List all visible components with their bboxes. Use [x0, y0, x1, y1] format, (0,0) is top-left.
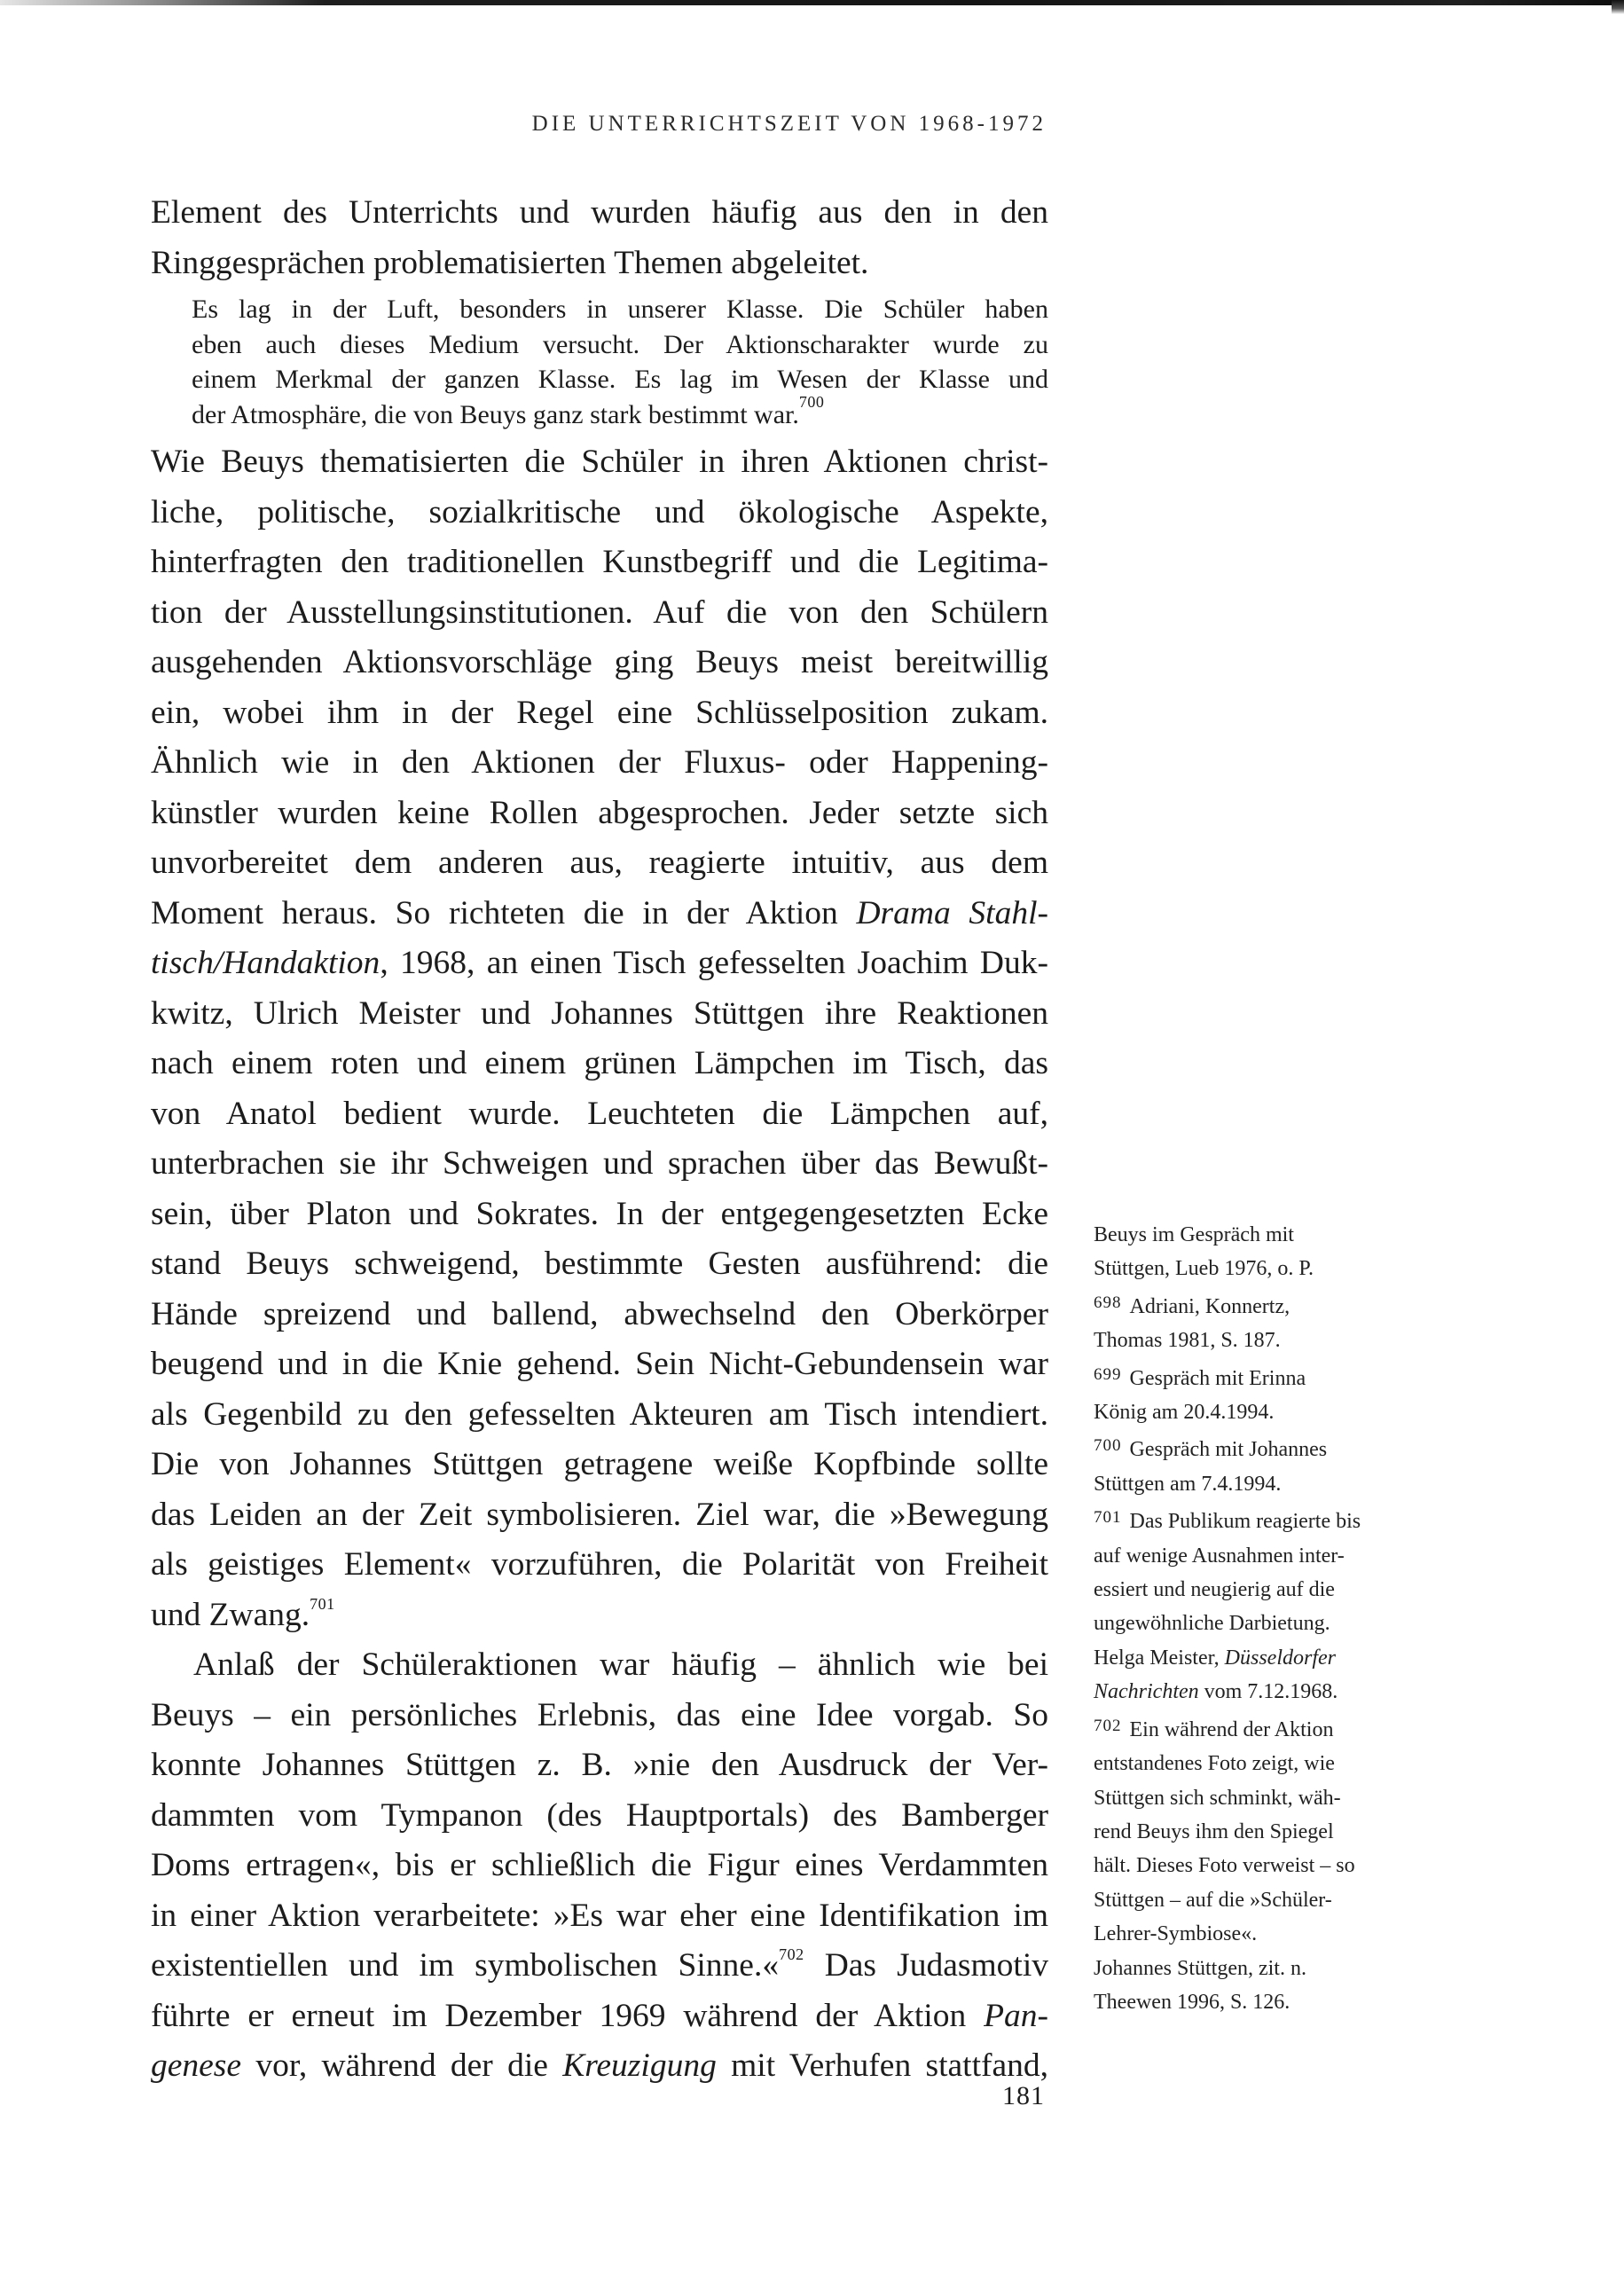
caption-line: Stüttgen, Lueb 1976, o. P. [1094, 1257, 1314, 1281]
footnote-line: Stüttgen am 7.4.1994. [1094, 1472, 1282, 1496]
block-quote [192, 292, 1048, 432]
text-line: tion der Ausstellungsinstitutionen. Auf die von den Schülern [151, 593, 1048, 631]
footnote-line [1094, 1358, 1422, 1395]
footnote-line [1094, 1709, 1422, 1747]
page-number: 181 [1002, 2081, 1045, 2110]
footnote-701 [1094, 1501, 1422, 1709]
text-line: als Gegenbild zu den gefesselten Akteuren am Tisch intendiert. [151, 1395, 1048, 1433]
footnote-text: Helga Meister, [1094, 1646, 1225, 1670]
footnote-text: Ein während der Aktion [1129, 1717, 1334, 1741]
text-line: Element des Unterrichts und wurden häufig aus den in den [151, 194, 1048, 231]
text-line: Beuys – ein persönliches Erlebnis, das eine Idee vorgab. So [151, 1696, 1048, 1733]
footnote-line: essiert und neugierig auf die [1094, 1578, 1335, 1602]
footnote-line: hält. Dieses Foto verweist – so [1094, 1854, 1355, 1878]
footnote-700 [1094, 1429, 1422, 1501]
text-line: kwitz, Ulrich Meister und Johannes Stüttgen ihre Reaktionen [151, 994, 1048, 1032]
footnote-line [1094, 1429, 1422, 1466]
text-line: Hände spreizend und ballend, abwechselnd den Oberkörper [151, 1295, 1048, 1332]
text-line: Wie Beuys thematisierten die Schüler in ihren Aktionen christ- [151, 444, 1048, 480]
text-segment: existentiellen und im symbolischen Sinne.« [151, 1947, 780, 1984]
text-line: hinterfragten den traditionellen Kunstbegriff und die Legitima- [151, 544, 1048, 580]
paragraph-continuation [151, 188, 1048, 288]
text-line: Anlaß der Schüleraktionen war häufig – ähnlich wie bei [193, 1646, 1048, 1683]
text-line: Ähnlich wie in den Aktionen der Fluxus- oder Happening- [151, 744, 1048, 781]
artwork-title: tisch/Handaktion [151, 945, 381, 981]
footnote-number: 701 [1094, 1508, 1122, 1528]
footnote-text: Gespräch mit Johannes [1129, 1438, 1328, 1462]
footnote-699 [1094, 1358, 1422, 1430]
footnote-line [1094, 1641, 1422, 1675]
text-line [151, 1941, 1048, 1992]
text-line: nach einem roten und einem grünen Lämpchen im Tisch, das [151, 1045, 1048, 1081]
footnote-text: Gespräch mit Erinna [1129, 1366, 1306, 1390]
text-line: ein, wobei ihm in der Regel eine Schlüsselposition zukam. [151, 694, 1048, 731]
text-line: konnte Johannes Stüttgen z. B. »nie den Ausdruck der Ver- [151, 1747, 1048, 1783]
running-head: DIE UNTERRICHTSZEIT VON 1968-1972 [531, 112, 1047, 136]
text-line: das Leiden an der Zeit symbolisieren. Ziel war, die »Bewegung [151, 1496, 1048, 1533]
text-line [151, 2041, 1048, 2092]
text-line: von Anatol bedient wurde. Leuchteten die Lämpchen auf, [151, 1095, 1048, 1132]
artwork-title: Pan- [984, 1997, 1048, 2034]
quote-line: einem Merkmal der ganzen Klasse. Es lag im Wesen der Klasse und [192, 365, 1048, 394]
footnote-text: vom 7.12.1968. [1198, 1680, 1338, 1704]
footnote-number: 699 [1094, 1364, 1122, 1384]
text-line [151, 889, 1048, 939]
text-segment: führte er erneut im Dezember 1969 während der Aktion [151, 1997, 985, 2034]
footnote-number: 702 [1094, 1716, 1122, 1735]
footnote-line [1094, 1501, 1422, 1538]
footnote-line: auf wenige Ausnahmen inter- [1094, 1544, 1345, 1568]
text-line: künstler wurden keine Rollen abgesprochen. Jeder setzte sich [151, 794, 1048, 831]
text-line: unvorbereitet dem anderen aus, reagierte intuitiv, aus dem [151, 845, 1048, 881]
text-segment: , 1968, an einen Tisch gefesselten Joachim Duk- [380, 945, 1048, 981]
footnote-text: Adriani, Konnertz, [1129, 1294, 1291, 1318]
caption-line: Beuys im Gespräch mit [1094, 1223, 1294, 1246]
footnote-line: Johannes Stüttgen, zit. n. [1094, 1956, 1306, 1980]
text-line: ausgehenden Aktionsvorschläge ging Beuys meist bereitwillig [151, 644, 1048, 680]
artwork-title: genese [151, 2047, 242, 2084]
text-segment: mit Verhufen stattfand, [716, 2047, 1048, 2084]
sidenotes-column [1094, 1218, 1422, 2019]
text-line: in einer Aktion verarbeitete: »Es war eher eine Identifikation im [151, 1897, 1048, 1934]
text-line [151, 939, 1048, 989]
scan-edge-top [0, 0, 1624, 5]
footnote-line [1094, 1286, 1422, 1324]
text-line: Ringgesprächen problematisierten Themen abgeleitet. [151, 244, 869, 281]
footnote-line [1094, 1675, 1422, 1709]
footnote-line: entstandenes Foto zeigt, wie [1094, 1752, 1335, 1776]
footnote-line: Stüttgen – auf die »Schüler- [1094, 1888, 1332, 1912]
quote-line [192, 392, 1048, 433]
footnote-ref-702[interactable]: 702 [779, 1945, 804, 1963]
footnote-ref-700[interactable]: 700 [798, 392, 825, 411]
text-line: Die von Johannes Stüttgen getragene weiße Kopfbinde sollte [151, 1446, 1048, 1482]
footnote-line: Theewen 1996, S. 126. [1094, 1990, 1291, 2014]
text-line: Doms ertragen«, bis er schließlich die Figur eines Verdammten [151, 1847, 1048, 1883]
footnote-line: Thomas 1981, S. 187. [1094, 1329, 1281, 1353]
text-line: sein, über Platon und Sokrates. In der entgegengesetzten Ecke [151, 1195, 1048, 1232]
text-segment: und Zwang. [151, 1596, 310, 1633]
text-line: als geistiges Element« vorzuführen, die Polarität von Freiheit [151, 1546, 1048, 1583]
text-segment: Moment heraus. So richteten die in der Aktion [151, 894, 857, 931]
footnote-line: Stüttgen sich schminkt, wäh- [1094, 1786, 1341, 1810]
text-line [151, 1992, 1048, 2042]
footnote-line: rend Beuys ihm den Spiegel [1094, 1819, 1334, 1843]
text-line: unterbrachen sie ihr Schweigen und sprachen über das Bewußt- [151, 1145, 1048, 1182]
paragraph-student-actions [151, 1640, 1048, 2092]
text-segment: vor, während der die [241, 2047, 563, 2084]
footnote-698 [1094, 1286, 1422, 1358]
text-line: beugend und in die Knie gehend. Sein Nicht-Gebundensein war [151, 1346, 1048, 1382]
quote-line-text: der Atmosphäre, die von Beuys ganz stark bestimmt war. [192, 399, 799, 429]
newspaper-title: Düsseldorfer [1224, 1646, 1336, 1670]
paragraph-beuys-themes [151, 437, 1048, 1640]
footnote-number: 700 [1094, 1436, 1122, 1456]
artwork-title: Drama Stahl- [856, 894, 1048, 931]
quote-line: eben auch dieses Medium versucht. Der Aktionscharakter wurde zu [192, 329, 1048, 359]
footnote-line: Lehrer-Symbiose«. [1094, 1922, 1258, 1946]
footnote-line: ungewöhnliche Darbietung. [1094, 1612, 1330, 1636]
artwork-title: Kreuzigung [562, 2047, 717, 2084]
text-line [151, 1591, 1048, 1641]
figure-caption [1094, 1218, 1422, 1286]
text-line: stand Beuys schweigend, bestimmte Gesten ausführend: die [151, 1246, 1048, 1282]
newspaper-title: Nachrichten [1094, 1680, 1199, 1704]
footnote-number: 698 [1094, 1293, 1122, 1312]
text-line: liche, politische, sozialkritische und ökologische Aspekte, [151, 493, 1048, 530]
main-text-column [151, 188, 1048, 2092]
footnote-702 [1094, 1709, 1422, 2020]
quote-line: Es lag in der Luft, besonders in unserer Klasse. Die Schüler haben [192, 295, 1048, 324]
footnote-ref-701[interactable]: 701 [310, 1594, 335, 1613]
text-line: dammten vom Tympanon (des Hauptportals) des Bamberger [151, 1796, 1048, 1834]
footnote-line: König am 20.4.1994. [1094, 1401, 1275, 1425]
footnote-text: Das Publikum reagierte bis [1129, 1510, 1361, 1534]
text-segment: Das Judasmotiv [804, 1947, 1048, 1984]
scan-edge-corner [1612, 0, 1624, 14]
